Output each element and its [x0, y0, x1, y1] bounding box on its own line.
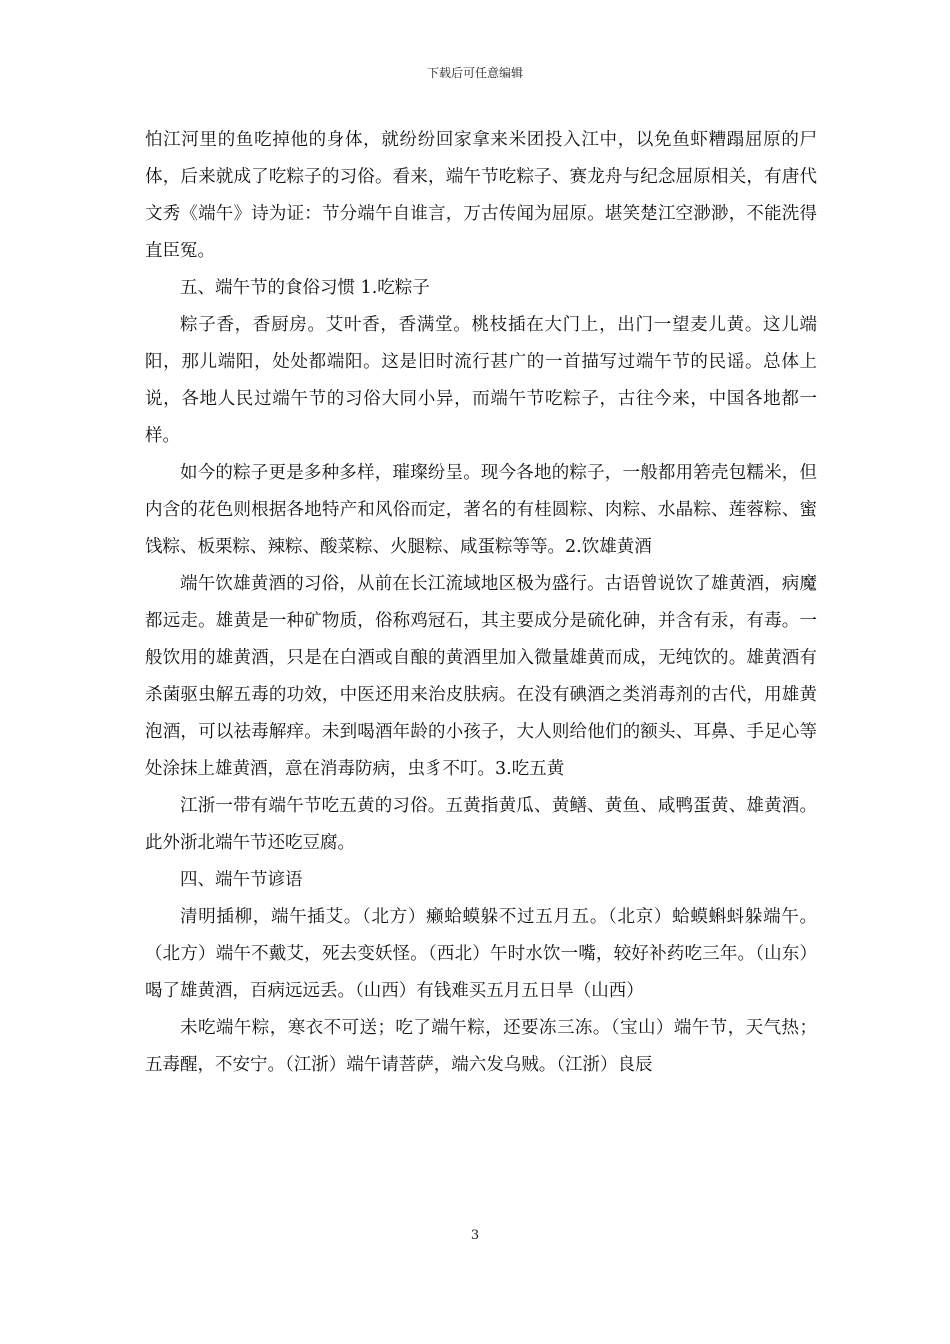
paragraph-realgar-wine: 端午饮雄黄酒的习俗，从前在长江流域地区极为盛行。古语曾说饮了雄黄酒，病魔都远走。雄黄是一种矿物质，俗称鸡冠石，其主要成分是硫化砷，并含有汞，有毒。一般饮用的雄黄酒，只是在白酒或自酿的黄酒里加入微量雄黄而成，无纯饮的。雄黄酒有杀菌驱虫解五毒的功效，中医还用来治皮肤病。在没有碘酒之类消毒剂的古代，用雄黄泡酒，可以祛毒解痒。未到喝酒年龄的小孩子，大人则给他们的额头、耳鼻、手足心等处涂抹上雄黄酒，意在消毒防病，虫豸不叮。3.吃五黄: [145, 574, 817, 779]
section-heading-proverbs: 四、端午节谚语: [180, 870, 303, 890]
section-heading-food-customs: 五、端午节的食俗习惯 1.吃粽子: [180, 278, 430, 298]
paragraph-zongzi-varieties: 如今的粽子更是多种多样，璀璨纷呈。现今各地的粽子，一般都用箬壳包糯米，但内含的花色则根据各地特产和风俗而定，著名的有桂圆粽、肉粽、水晶粽、莲蓉粽、蜜饯粽、板栗粽、辣粽、酸菜粽、火腿粽、咸蛋粽等等。2.饮雄黄酒: [145, 463, 817, 557]
document-body: [145, 122, 817, 1084]
paragraph-proverbs-north: 清明插柳，端午插艾。（北方）癞蛤蟆躲不过五月五。（北京）蛤蟆蝌蚪躲端午。（北方）端午不戴艾，死去变妖怪。（西北）午时水饮一嘴，较好补药吃三年。（山东）喝了雄黄酒，百病远远丢。（山西）有钱难买五月五日旱（山西）: [145, 907, 817, 1001]
page-header: 下载后可任意编辑: [426, 66, 523, 80]
page-number: 3: [470, 1228, 480, 1243]
paragraph-quyuan-continuation: 怕江河里的鱼吃掉他的身体，就纷纷回家拿来米团投入江中，以免鱼虾糟蹋屈原的尸体，后来就成了吃粽子的习俗。看来，端午节吃粽子、赛龙舟与纪念屈原相关，有唐代文秀《端午》诗为证：节分端午自谁言，万古传闻为屈原。堪笑楚江空渺渺，不能洗得直臣冤。: [145, 130, 817, 261]
paragraph-five-yellows: 江浙一带有端午节吃五黄的习俗。五黄指黄瓜、黄鳝、黄鱼、咸鸭蛋黄、雄黄酒。此外浙北端午节还吃豆腐。: [145, 796, 817, 853]
paragraph-proverbs-jiangzhe: 未吃端午粽，寒衣不可送；吃了端午粽，还要冻三冻。（宝山）端午节，天气热；五毒醒，不安宁。（江浙）端午请菩萨，端六发乌贼。（江浙）良辰: [145, 1018, 817, 1075]
paragraph-zongzi-folk-song: 粽子香，香厨房。艾叶香，香满堂。桃枝插在大门上，出门一望麦儿黄。这儿端阳，那儿端阳，处处都端阳。这是旧时流行甚广的一首描写过端午节的民谣。总体上说，各地人民过端午节的习俗大同小异，而端午节吃粽子，古往今来，中国各地都一样。: [145, 315, 817, 446]
